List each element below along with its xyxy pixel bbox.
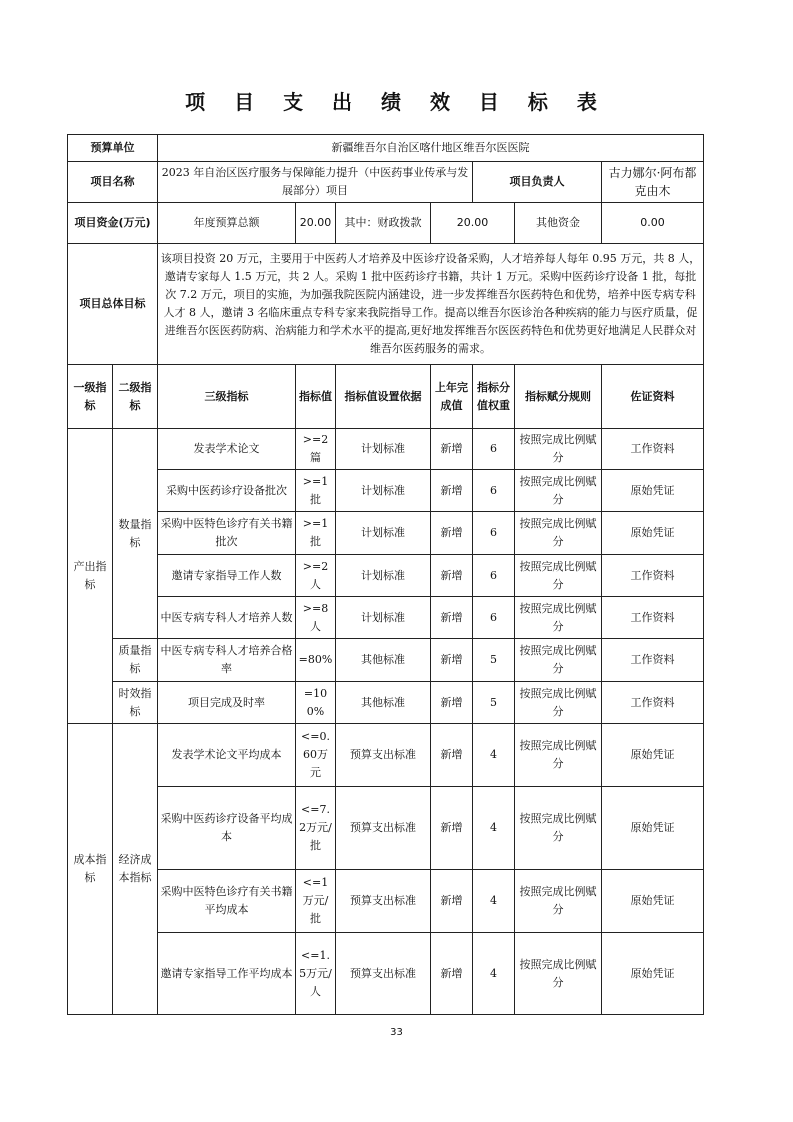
row-basis: 其他标准 [336,682,431,724]
fiscal-funds-label: 其中：财政拨款 [336,203,431,244]
budget-unit-value: 新疆维吾尔自治区喀什地区维吾尔医医院 [158,135,704,162]
row-value: <=1万元/批 [296,870,336,933]
row-indicator: 发表学术论文 [158,429,296,470]
row-weight: 5 [473,682,515,724]
row-rule: 按照完成比例赋分 [515,933,602,1015]
row-evidence: 原始凭证 [602,512,704,555]
fiscal-funds-value: 20.00 [431,203,515,244]
level2-timeliness: 时效指标 [113,682,158,724]
table-row [68,639,704,682]
row-indicator: 采购中医特色诊疗有关书籍批次 [158,512,296,555]
row-rule: 按照完成比例赋分 [515,639,602,682]
budget-unit-label: 预算单位 [68,135,158,162]
row-weight: 6 [473,429,515,470]
table-row [68,682,704,724]
row-indicator: 项目完成及时率 [158,682,296,724]
project-leader-value: 古力娜尔·阿布都克由木 [602,162,704,203]
row-value: >=1批 [296,512,336,555]
row-basis: 计划标准 [336,597,431,639]
level2-quality: 质量指标 [113,639,158,682]
row-indicator: 采购中医药诊疗设备平均成本 [158,787,296,870]
row-indicator: 采购中医药诊疗设备批次 [158,470,296,512]
row-evidence: 工作资料 [602,429,704,470]
level1-cost: 成本指标 [68,724,113,1015]
col-level3: 三级指标 [158,365,296,429]
row-weight: 6 [473,555,515,597]
col-evidence: 佐证资料 [602,365,704,429]
row-last: 新增 [431,639,473,682]
row-indicator: 发表学术论文平均成本 [158,724,296,787]
row-rule: 按照完成比例赋分 [515,512,602,555]
row-basis: 预算支出标准 [336,933,431,1015]
row-last: 新增 [431,512,473,555]
project-name-row [68,162,704,203]
row-basis: 计划标准 [336,470,431,512]
row-last: 新增 [431,470,473,512]
row-value: =100% [296,682,336,724]
table-row [68,512,704,555]
page-title: 项 目 支 出 绩 效 目 标 表 [185,90,608,114]
row-basis: 预算支出标准 [336,724,431,787]
annual-budget-value: 20.00 [296,203,336,244]
row-indicator: 邀请专家指导工作平均成本 [158,933,296,1015]
table-row [68,870,704,933]
level1-output: 产出指标 [68,429,113,724]
row-last: 新增 [431,787,473,870]
row-weight: 6 [473,470,515,512]
row-basis: 预算支出标准 [336,870,431,933]
row-basis: 其他标准 [336,639,431,682]
other-funds-label: 其他资金 [515,203,602,244]
row-basis: 计划标准 [336,512,431,555]
row-evidence: 原始凭证 [602,787,704,870]
row-evidence: 工作资料 [602,639,704,682]
col-level1: 一级指标 [68,365,113,429]
row-value: <=0.60万元 [296,724,336,787]
row-last: 新增 [431,429,473,470]
col-rule: 指标赋分规则 [515,365,602,429]
row-indicator: 邀请专家指导工作人数 [158,555,296,597]
row-evidence: 原始凭证 [602,933,704,1015]
row-rule: 按照完成比例赋分 [515,724,602,787]
row-last: 新增 [431,933,473,1015]
row-value: >=8人 [296,597,336,639]
project-funds-label: 项目资金(万元) [68,203,158,244]
col-value: 指标值 [296,365,336,429]
col-weight: 指标分值权重 [473,365,515,429]
row-rule: 按照完成比例赋分 [515,555,602,597]
row-value: <=7.2万元/批 [296,787,336,870]
col-last-year: 上年完成值 [431,365,473,429]
row-last: 新增 [431,870,473,933]
row-rule: 按照完成比例赋分 [515,682,602,724]
row-basis: 计划标准 [336,429,431,470]
annual-budget-label: 年度预算总额 [158,203,296,244]
overall-goal-label: 项目总体目标 [68,244,158,365]
row-last: 新增 [431,724,473,787]
row-value: >=2篇 [296,429,336,470]
page-number: 33 [390,1027,403,1038]
table-row [68,470,704,512]
row-weight: 4 [473,724,515,787]
row-basis: 计划标准 [336,555,431,597]
row-rule: 按照完成比例赋分 [515,787,602,870]
row-last: 新增 [431,555,473,597]
project-name-label: 项目名称 [68,162,158,203]
row-indicator: 采购中医特色诊疗有关书籍平均成本 [158,870,296,933]
table-row [68,933,704,1015]
row-value: =80% [296,639,336,682]
row-value: >=1批 [296,470,336,512]
row-evidence: 工作资料 [602,597,704,639]
row-evidence: 原始凭证 [602,724,704,787]
row-value: <=1.5万元/人 [296,933,336,1015]
column-header-row [68,365,704,429]
row-rule: 按照完成比例赋分 [515,870,602,933]
budget-unit-row [68,135,704,162]
row-weight: 6 [473,512,515,555]
row-rule: 按照完成比例赋分 [515,429,602,470]
table-row [68,787,704,870]
overall-goal-row [68,244,704,365]
overall-goal-text: 该项目投资 20 万元，主要用于中医药人才培养及中医诊疗设备采购，人才培养每人每年 0.95 万元，共 8 人，邀请专家每人 1.5 万元，共 2 人。采购 1 批中医药诊疗书籍，共计 1 万元。采购中医药诊疗设备 1 批，每批次 7.2 万元，项目的实施，为加强我院医院内涵建设，进一步发挥维吾尔医药特色和优势，培养中医专病专科人才 8 人，邀请 3 名临床重点专科专家来我院指导工作。提高以维吾尔医诊治各种疾病的能力与医疗质量，促进维吾尔医医药防病、治病能力和学术水平的提高,更好地发挥维吾尔医医药特色和优势更好地满足人民群众对维吾尔医药服务的需求。 [158,244,704,365]
row-weight: 4 [473,933,515,1015]
table-row [68,429,704,470]
row-weight: 4 [473,870,515,933]
row-indicator: 中医专病专科人才培养人数 [158,597,296,639]
row-last: 新增 [431,597,473,639]
row-rule: 按照完成比例赋分 [515,470,602,512]
project-leader-label: 项目负责人 [473,162,602,203]
level2-quantity: 数量指标 [113,429,158,639]
row-indicator: 中医专病专科人才培养合格率 [158,639,296,682]
row-evidence: 工作资料 [602,555,704,597]
row-evidence: 原始凭证 [602,870,704,933]
level2-economic-cost: 经济成本指标 [113,724,158,1015]
row-rule: 按照完成比例赋分 [515,597,602,639]
row-weight: 4 [473,787,515,870]
other-funds-value: 0.00 [602,203,704,244]
row-weight: 6 [473,597,515,639]
table-row [68,597,704,639]
col-basis: 指标值设置依据 [336,365,431,429]
row-evidence: 原始凭证 [602,470,704,512]
project-funds-row [68,203,704,244]
row-basis: 预算支出标准 [336,787,431,870]
project-name-value: 2023 年自治区医疗服务与保障能力提升（中医药事业传承与发展部分）项目 [158,162,473,203]
table-row [68,724,704,787]
col-level2: 二级指标 [113,365,158,429]
row-evidence: 工作资料 [602,682,704,724]
row-value: >=2人 [296,555,336,597]
row-weight: 5 [473,639,515,682]
row-last: 新增 [431,682,473,724]
table-row [68,555,704,597]
performance-target-table [67,134,704,1015]
